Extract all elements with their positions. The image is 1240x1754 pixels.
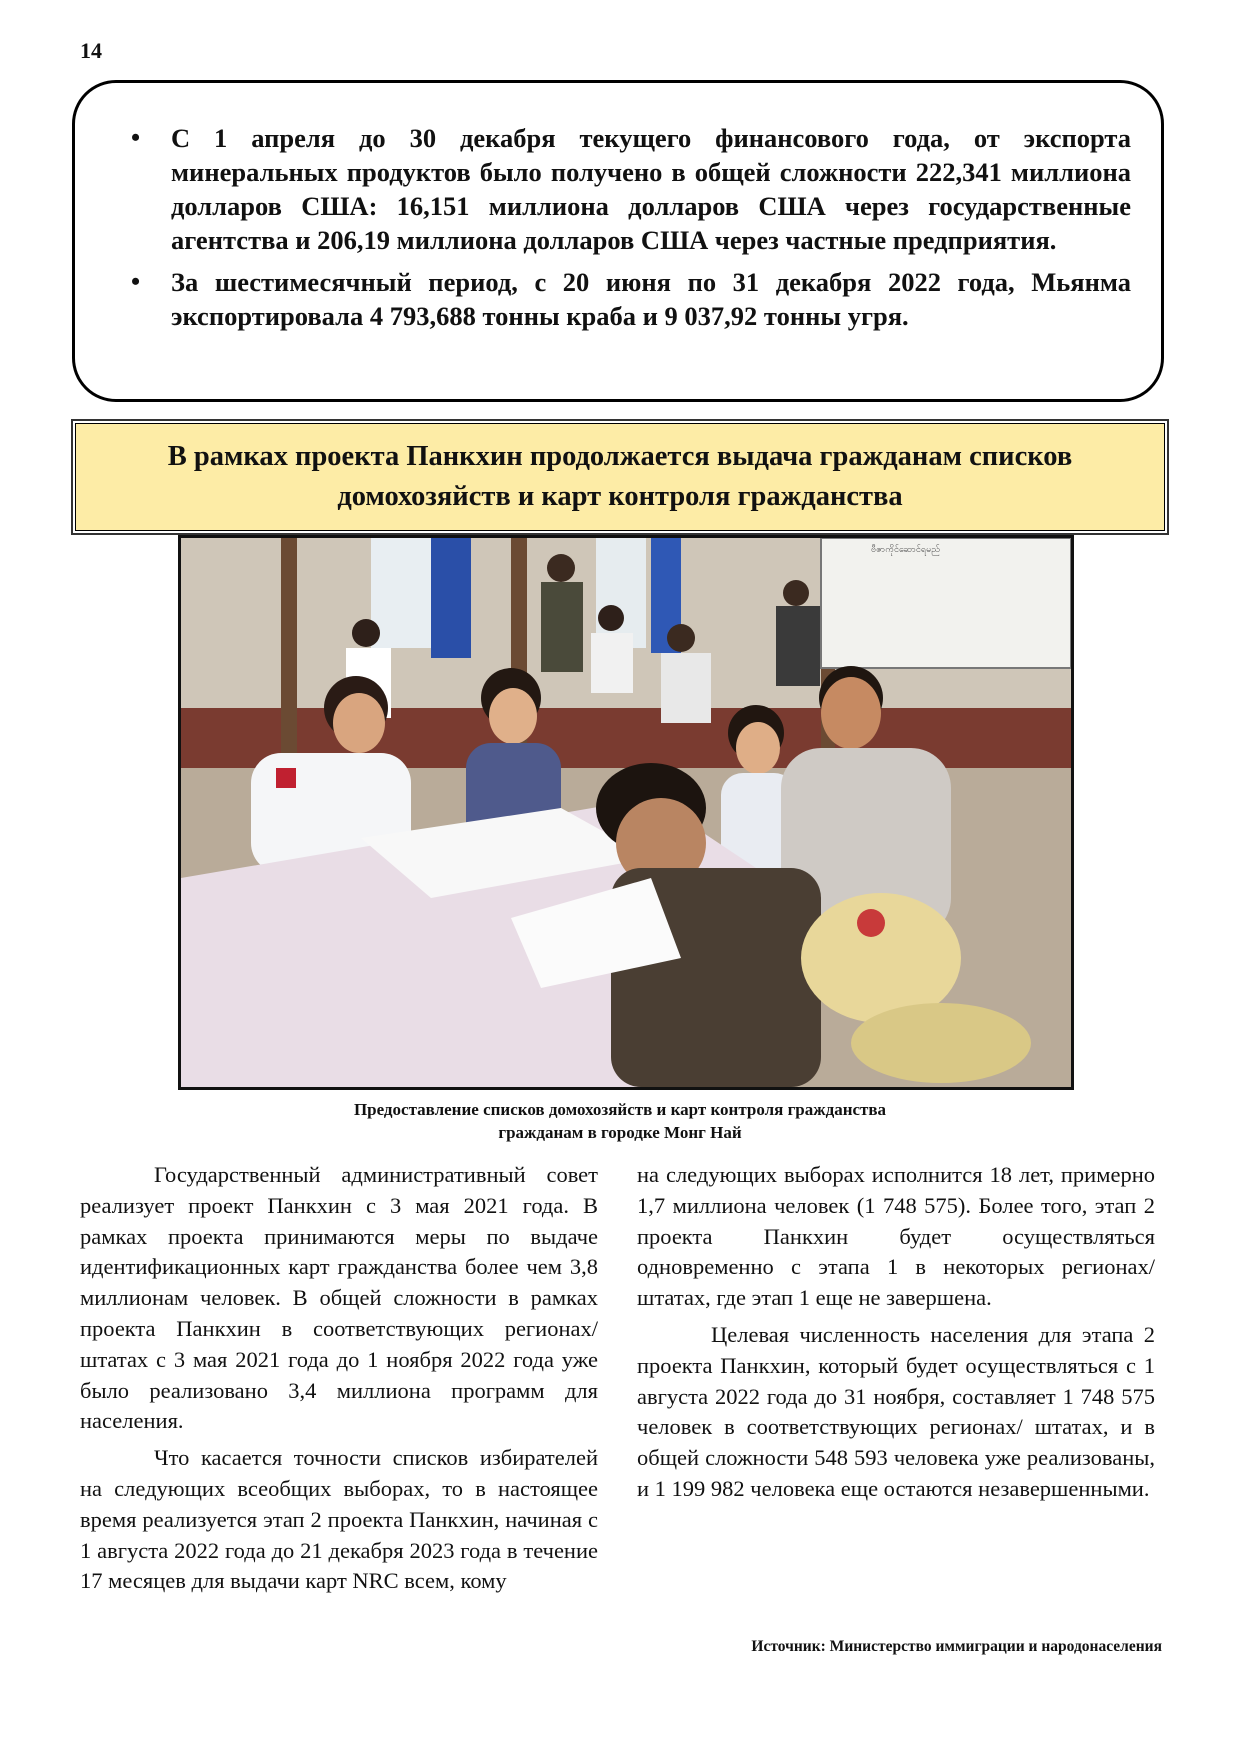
article-paragraph: на следующих выборах исполнится 18 лет, примерно 1,7 миллиона человек (1 748 575). Более того, этап 2 проекта Панкхин будет осуществляться одновременно с этапа 1 в некоторых регионах/штатах, где этап 1 еще не завершена. [637, 1162, 1155, 1311]
headline-banner [75, 423, 1165, 531]
article-photo [178, 535, 1074, 1090]
article-paragraph: Государственный административный совет реализует проект Панкхин с 3 мая 2021 года. В рамках проекта принимаются меры по выдаче идентификационных карт гражданства более чем 3,8 миллионам человек. В общей сложности в рамках проекта Панкхин в соответствующих регионах/штатах с 3 мая 2021 года до 1 ноября 2022 года уже было реализовано 3,4 миллиона программ для населения. [80, 1162, 598, 1434]
highlight-item: • За шестимесячный период, с 20 июня по 31 декабря 2022 года, Мьянма экспортировала 4 793,688 тонны краба и 9 037,92 тонны угря. [131, 265, 1131, 333]
article-headline: В рамках проекта Панкхин продолжается выдача гражданам списков домохозяйств и карт контроля гражданства [167, 441, 1073, 512]
article-paragraph: Целевая численность населения для этапа 2 проекта Панкхин, который будет осуществляться с 1 августа 2022 года до 31 ноября, составляет 1 748 575 человек в соответствующих регионах/ штатах, и в общей сложности 548 593 человека уже реализованы, и 1 199 982 человека еще остаются незавершенными. [637, 1321, 1155, 1501]
highlights-box [72, 80, 1164, 402]
article-paragraph: Что касается точности списков избирателей на следующих всеобщих выборах, то в настоящее время реализуется этап 2 проекта Панкхин, начиная с 1 августа 2022 года до 21 декабря 2023 года в течение 17 месяцев для выдачи карт NRC всем, кому [80, 1445, 598, 1594]
article-column-left [80, 1160, 598, 1603]
article-column-right [637, 1160, 1155, 1511]
source-credit: Источник: Министерство иммиграции и народонаселения [751, 1638, 1162, 1655]
caption-line-1: Предоставление списков домохозяйств и карт контроля гражданства [353, 1100, 887, 1119]
caption-line-2: гражданам в городке Монг Най [498, 1123, 742, 1142]
whiteboard-text: ဗီဇာကိုင်ဆောင်ရမည် [871, 545, 940, 555]
page-number: 14 [80, 38, 102, 63]
highlights-list [131, 121, 1131, 341]
photo-illustration [181, 538, 1071, 1087]
photo-caption [150, 1098, 1090, 1144]
highlight-item: • С 1 апреля до 30 декабря текущего финансового года, от экспорта минеральных продуктов было получено в общей сложности 222,341 миллиона долларов США: 16,151 миллиона долларов США через государственные агентства и 206,19 миллиона долларов США через частные предприятия. [131, 121, 1131, 257]
